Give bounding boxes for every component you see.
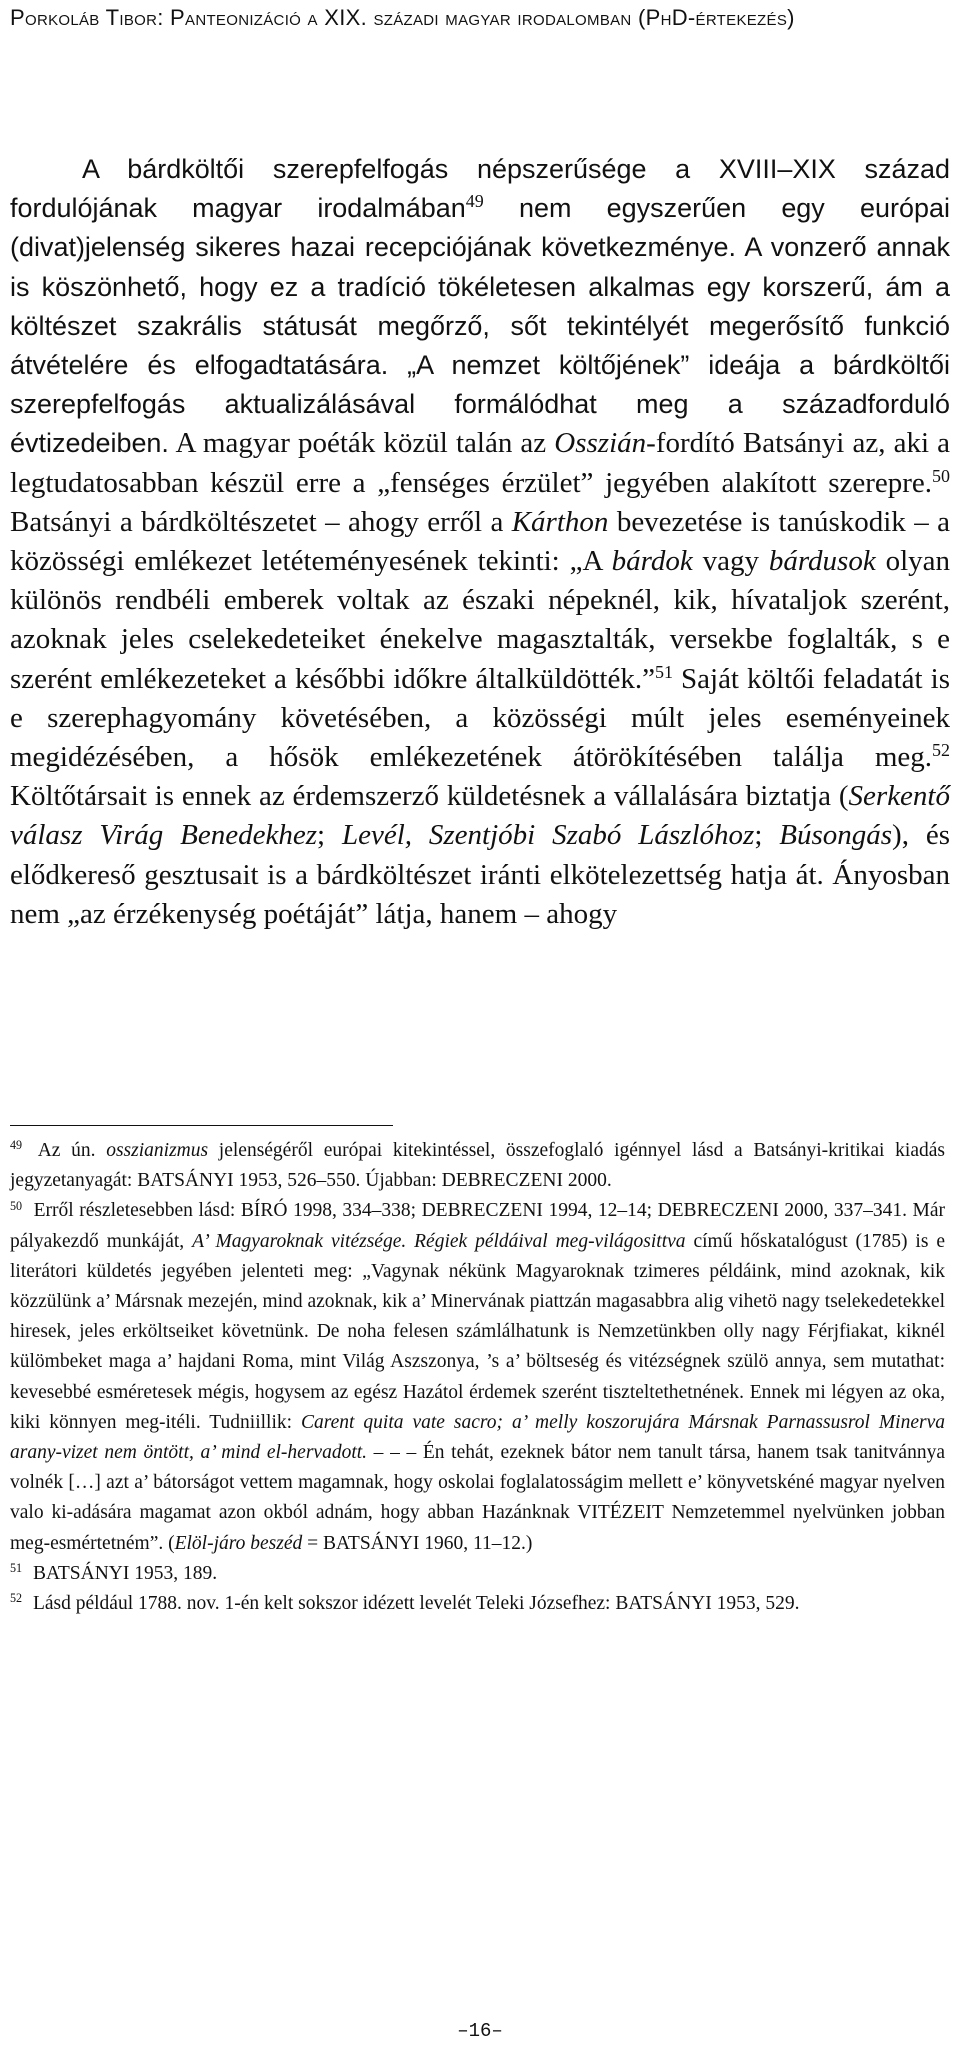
italic-text: Serkentő válasz Virág Benedekhez bbox=[10, 780, 950, 852]
text-run: Költőtársait is ennek az érdemszerző küldetésnek a vállalására biztatja ( bbox=[10, 780, 849, 813]
running-header: Porkoláb Tibor: Panteonizáció a XIX. századi magyar irodalomban (PhD-értekezés) bbox=[10, 5, 795, 30]
footnote-number: 52 bbox=[10, 1591, 23, 1606]
italic-text: bárdusok bbox=[768, 545, 876, 578]
footnote-50 bbox=[10, 1196, 945, 1558]
text-run: című hőskatalógust (1785) is e literátori küldetés jegyében jelenteti meg: „Vagynak nékünk Magyaroknak tzimeres példáink, mind azoknak, kik közzülünk a’ Mársnak mezején, mind azoknak, kik a’ Minervának piattzán magasabbra alig vihetö nagy tselekedetekkel hiresek, jeles erköltseiket követnünk. De noha felesen számlálhatunk is Nemzetünkben olly nagy Férjfiakat, kiknél külömbeket maga a’ hajdani Roma, mint Világ Aszszonya, ’s a’ böltseség és vitézségnek szülö annya, sem mutathat: kevesebbé esméretesek mégis, hogysem az egész Hazátol érdemek szerént tiszteltethetnének. Ennek mi légyen az oka, kiki könnyen meg-itéli. Tudniillik: bbox=[10, 1230, 945, 1433]
text-run: vagy bbox=[692, 545, 769, 578]
text-run: A magyar poéták közül talán az bbox=[168, 427, 555, 460]
footnote-number: 49 bbox=[10, 1138, 23, 1153]
text-run: ), és elődkereső gesztusait is a bárdköltészet iránti elkötelezettség hatja át. Ányosban nem „az érzékenység poétáját” látja, hanem – ahogy bbox=[10, 819, 950, 930]
footnote-ref-52[interactable]: 52 bbox=[932, 740, 950, 761]
text-run: nem egyszerűen egy európai (divat)jelenség sikeres hazai recepciójának következménye. A vonzerő annak is köszönhető, hogy ez a tradíció tökéletesen alkalmas egy korszerű, ám a költészet szakrális státusát megőrző, sőt tekintélyét megerősítő funkció átvételére és elfogadtatására. „A nemzet költőjének” ideája a bárdköltői szerepfelfogás aktualizálásával formálódhat meg a századforduló évtizedeiben. bbox=[10, 193, 950, 459]
footnote-ref-49[interactable]: 49 bbox=[465, 191, 484, 212]
italic-text: Osszián bbox=[554, 427, 647, 460]
text-run: jelenségéről európai kitekintéssel, összefoglaló igénnyel lásd a Batsányi-kritikai kiadás jegyzetanyagát: BATSÁNYI 1953, 526–550. Újabban: DEBRECZENI 2000. bbox=[10, 1140, 945, 1192]
page-number: –16– bbox=[457, 2020, 503, 2042]
footnote-49 bbox=[10, 1136, 945, 1196]
footnote-number: 51 bbox=[10, 1561, 23, 1576]
italic-text: Elöl-járo beszéd bbox=[174, 1532, 303, 1554]
footnotes bbox=[10, 1136, 945, 1619]
text-run: – – – Én tehát, ezeknek bátor nem tanult társa, hanem tsak tanitvánnya volnék […] azt a’ bátorságot vettem magamnak, hogy oskolai foglalatosságim mellett e’ könyvetskéné magyar nyelven valo ki-adására magamat azon okból adnám, hogy abban Hazánknak VITÉZEIT Nemzetemmel nyelvünken jobban meg-esmértetném”. ( bbox=[10, 1442, 945, 1554]
text-run: Az ún. bbox=[28, 1140, 107, 1161]
italic-text: bárdok bbox=[611, 545, 693, 578]
italic-text: Búsongás bbox=[779, 819, 893, 852]
footnote-number: 50 bbox=[10, 1198, 23, 1213]
text-run: Batsányi a bárdköltészetet – ahogy erről a bbox=[10, 505, 512, 538]
text-run: A bárdköltői szerepfelfogás népszerűsége a XVIII–XIX század fordulójának magyar irodalmában bbox=[10, 154, 950, 224]
text-run: = BATSÁNYI 1960, 11–12.) bbox=[302, 1532, 533, 1554]
footnote-52 bbox=[10, 1589, 945, 1619]
text-run: ; bbox=[754, 819, 780, 852]
italic-text: Kárthon bbox=[511, 505, 609, 538]
italic-text: Carent quita vate sacro; a’ melly koszorujára Mársnak Parnassusrol Minerva arany-vizet nem öntött, a’ mind el-hervadott. bbox=[10, 1411, 945, 1464]
italic-text: Levél, Szentjóbi Szabó Lászlóhoz bbox=[341, 819, 755, 852]
footnote-separator bbox=[10, 1125, 393, 1126]
text-run: ; bbox=[317, 819, 342, 852]
text-run: Erről részletesebben lásd: BÍRÓ 1998, 334–338; DEBRECZENI 1994, 12–14; DEBRECZENI 2000, 337–341. Már pályakezdő munkáját, bbox=[10, 1200, 945, 1252]
text-run: Saját költői feladatát is e szerephagyomány követésében, a közösségi múlt jeles eseményeinek megidézésében, a hősök emlékezetének átörökítésében találja meg. bbox=[10, 662, 950, 774]
footnote-ref-51[interactable]: 51 bbox=[654, 661, 673, 682]
text-run: -fordító Batsányi az, aki a legtudatosabban készül erre a „fenséges érzület” jegyében alakított szerepre. bbox=[10, 427, 950, 499]
text-run: olyan különös rendbéli emberek voltak az északi népeknél, kik, hívataljok szerént, azoknak jeles cselekedeteiket énekelve magasztalták, versekbe foglalták, s e szerént emlékezeteket a későbbi időkre általküldötték.” bbox=[10, 545, 951, 695]
body-paragraph bbox=[10, 150, 950, 934]
text-run: Lásd például 1788. nov. 1-én kelt sokszor idézett levelét Teleki Józsefhez: BATSÁNYI 1953, 529. bbox=[28, 1593, 800, 1615]
footnote-ref-50[interactable]: 50 bbox=[932, 465, 950, 486]
text-run: BATSÁNYI 1953, 189. bbox=[28, 1562, 218, 1584]
italic-text: A’ Magyaroknak vitézsége. Régiek példáival meg-világosittva bbox=[192, 1230, 686, 1252]
italic-text: osszianizmus bbox=[106, 1140, 209, 1161]
text-run: bevezetése is tanúskodik – a közösségi emlékezet letéteményesének tekinti: „A bbox=[10, 505, 950, 578]
footnote-51 bbox=[10, 1559, 945, 1589]
